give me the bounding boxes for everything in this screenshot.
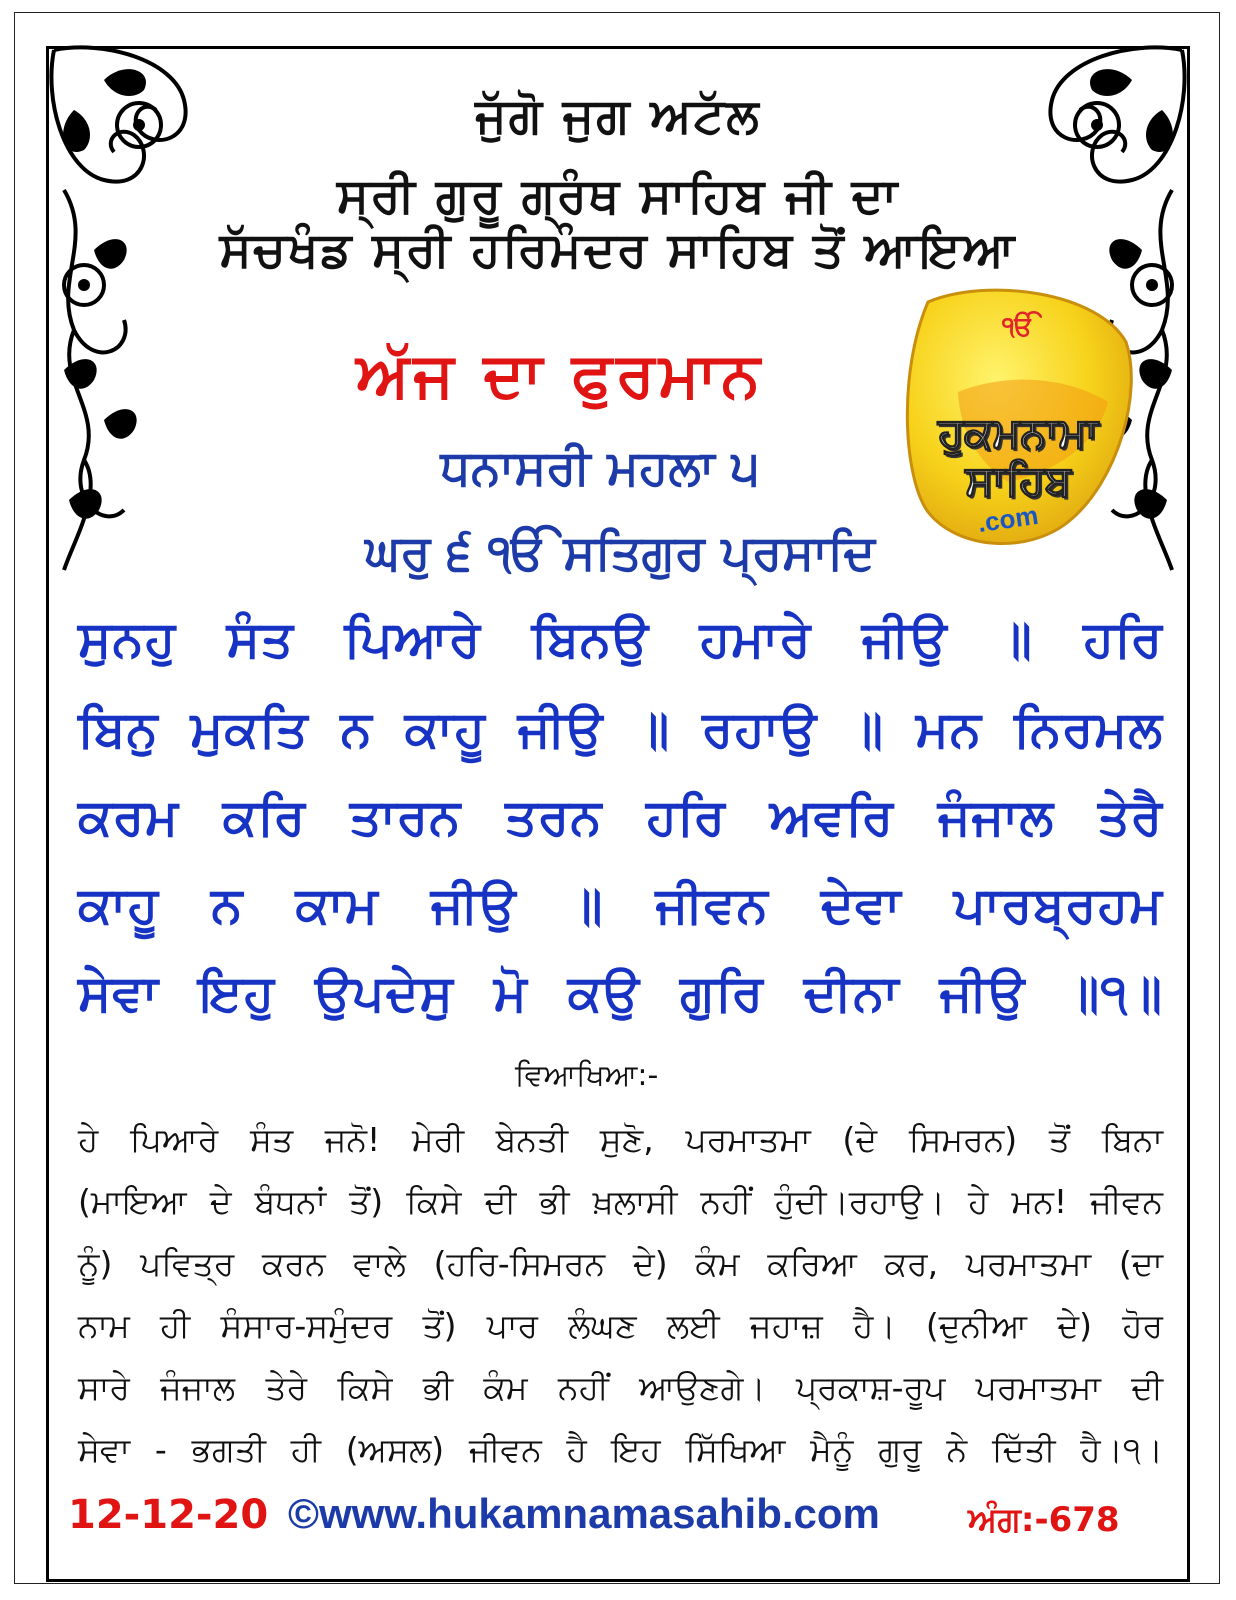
logo-text-sahib: ਸਾਹਿਬ	[965, 456, 1071, 505]
explanation-line: ਨੂੰ) ਪਵਿਤ੍ਰ ਕਰਨ ਵਾਲੇ (ਹਰਿ-ਸਿਮਰਨ ਦੇ) ਕੰਮ ਕਰਿਆ ਕਰ, ਪਰਮਾਤਮਾ (ਦਾ	[78, 1244, 1163, 1283]
page-title: ਅੱਜ ਦਾ ਫੁਰਮਾਨ	[356, 338, 764, 411]
explanation-label: ਵਿਆਖਿਆ:-	[515, 1058, 659, 1093]
gurbani-line: ਕਰਮ ਕਰਿ ਤਾਰਨ ਤਰਨ ਹਰਿ ਅਵਰਿ ਜੰਜਾਲ ਤੇਰੈ	[78, 788, 1163, 846]
footer-ang-number: ਅੰਗ:-678	[968, 1500, 1120, 1540]
footer-website-link[interactable]: ©www.hukamnamasahib.com	[288, 1490, 880, 1537]
gurbani-line: ਸੁਨਹੁ ਸੰਤ ਪਿਆਰੇ ਬਿਨਉ ਹਮਾਰੇ ਜੀਉ ॥ ਹਰਿ	[78, 610, 1163, 668]
explanation-line: ਹੇ ਪਿਆਰੇ ਸੰਤ ਜਨੋ! ਮੇਰੀ ਬੇਨਤੀ ਸੁਣੋ, ਪਰਮਾਤਮਾ (ਦੇ ਸਿਮਰਨ) ਤੋਂ ਬਿਨਾ	[78, 1120, 1163, 1159]
gurbani-line: ਕਾਹੂ ਨ ਕਾਮ ਜੀਉ ॥ ਜੀਵਨ ਦੇਵਾ ਪਾਰਬ੍ਰਹਮ	[78, 876, 1163, 934]
ikonkar-symbol: ੴ	[1002, 312, 1034, 342]
explanation-line: (ਮਾਇਆ ਦੇ ਬੰਧਨਾਂ ਤੋਂ) ਕਿਸੇ ਦੀ ਭੀ ਖ਼ਲਾਸੀ ਨਹੀਂ ਹੁੰਦੀ।ਰਹਾਉ। ਹੇ ਮਨ! ਜੀਵਨ	[78, 1182, 1163, 1221]
heading-line-3: ਸੱਚਖੰਡ ਸ੍ਰੀ ਹਰਿਮੰਦਰ ਸਾਹਿਬ ਤੋਂ ਆਇਆ	[219, 222, 1017, 278]
heading-line-1: ਜੁੱਗੋ ਜੁਗ ਅਟੱਲ	[475, 88, 761, 144]
gurbani-line: ਸੇਵਾ ਇਹੁ ਉਪਦੇਸੁ ਮੋ ਕਉ ਗੁਰਿ ਦੀਨਾ ਜੀਉ ॥੧॥	[78, 964, 1163, 1022]
footer-date: 12-12-20	[68, 1492, 269, 1538]
raag-heading: ਧਨਾਸਰੀ ਮਹਲਾ ੫	[440, 440, 760, 496]
gurbani-line: ਬਿਨੁ ਮੁਕਤਿ ਨ ਕਾਹੂ ਜੀਉ ॥ ਰਹਾਉ ॥ ਮਨ ਨਿਰਮਲ	[78, 700, 1163, 758]
heading-line-2: ਸ੍ਰੀ ਗੁਰੂ ਗ੍ਰੰਥ ਸਾਹਿਬ ਜੀ ਦਾ	[336, 168, 900, 224]
logo-text-hukamnama: ਹੁਕਮਨਾਮਾ	[938, 408, 1098, 457]
explanation-line: ਸਾਰੇ ਜੰਜਾਲ ਤੇਰੇ ਕਿਸੇ ਭੀ ਕੰਮ ਨਹੀਂ ਆਉਣਗੇ। ਪ੍ਰਕਾਸ਼-ਰੂਪ ਪਰਮਾਤਮਾ ਦੀ	[78, 1368, 1163, 1407]
explanation-line: ਨਾਮ ਹੀ ਸੰਸਾਰ-ਸਮੁੰਦਰ ਤੋਂ) ਪਾਰ ਲੰਘਣ ਲਈ ਜਹਾਜ਼ ਹੈ। (ਦੁਨੀਆ ਦੇ) ਹੋਰ	[78, 1306, 1163, 1345]
ghar-heading: ਘਰੁ ੬ ੴ ਸਤਿਗੁਰ ਪ੍ਰਸਾਦਿ	[364, 525, 876, 581]
logo-text-dotcom: .com	[975, 499, 1041, 539]
explanation-line: ਸੇਵਾ - ਭਗਤੀ ਹੀ (ਅਸਲ) ਜੀਵਨ ਹੈ ਇਹ ਸਿੱਖਿਆ ਮੈਨੂੰ ਗੁਰੂ ਨੇ ਦਿੱਤੀ ਹੈ।੧।	[78, 1430, 1163, 1469]
hukamnama-sahib-logo	[898, 282, 1138, 554]
